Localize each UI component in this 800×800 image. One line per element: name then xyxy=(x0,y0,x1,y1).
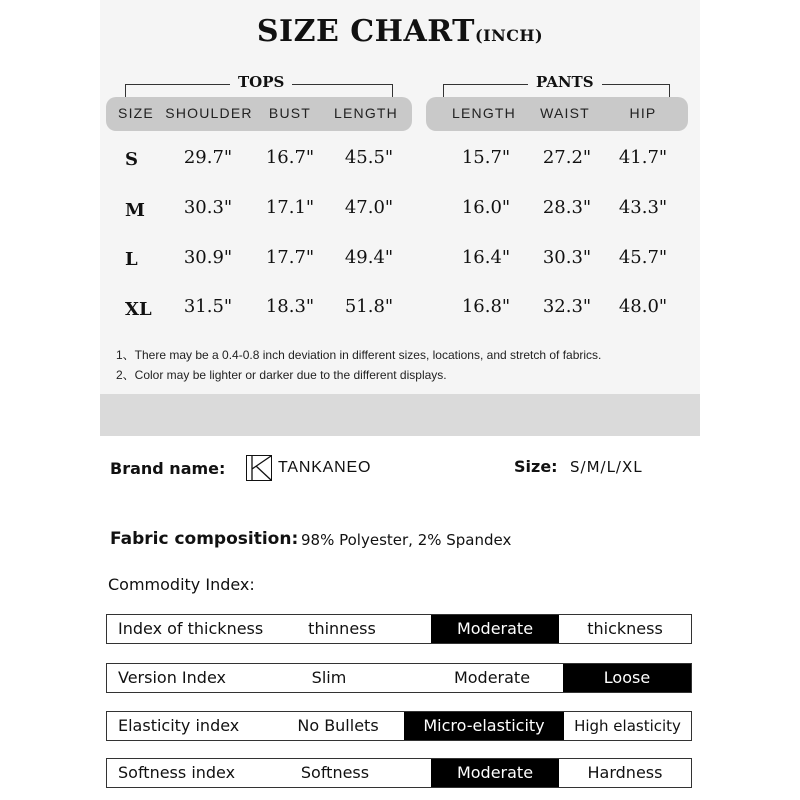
pant-length-cell: 16.4" xyxy=(461,247,511,268)
waist-cell: 28.3" xyxy=(542,197,592,218)
index-option: thinness xyxy=(308,619,376,638)
shoulder-cell: 29.7" xyxy=(183,147,233,168)
index-option-selected: Loose xyxy=(563,664,691,692)
page-title xyxy=(100,14,700,49)
shoulder-cell: 30.9" xyxy=(183,247,233,268)
fabric-value: 98% Polyester, 2% Spandex xyxy=(301,531,512,549)
bust-cell: 17.7" xyxy=(265,247,315,268)
index-option-selected: Moderate xyxy=(431,615,559,643)
top-length-cell: 47.0" xyxy=(344,197,394,218)
index-option: High elasticity xyxy=(574,717,681,735)
header-hip: HIP xyxy=(629,105,657,121)
waist-cell: 30.3" xyxy=(542,247,592,268)
size-value: S/M/L/XL xyxy=(570,458,643,476)
bust-cell: 18.3" xyxy=(265,296,315,317)
hip-cell: 41.7" xyxy=(618,147,668,168)
index-option: thickness xyxy=(587,619,663,638)
index-row-elasticity xyxy=(106,711,692,741)
header-waist: WAIST xyxy=(540,105,590,121)
index-name: Elasticity index xyxy=(118,716,240,735)
index-name: Index of thickness xyxy=(118,619,264,638)
note-deviation: 1、There may be a 0.4-0.8 inch deviation in different sizes, locations, and stretch of fabrics. xyxy=(116,348,602,362)
pant-length-cell: 15.7" xyxy=(461,147,511,168)
index-option: Softness xyxy=(300,763,370,782)
index-name: Softness index xyxy=(118,763,236,782)
index-option-selected: Moderate xyxy=(431,759,559,787)
size-cell: XL xyxy=(125,299,152,320)
hip-cell: 48.0" xyxy=(618,296,668,317)
hip-cell: 43.3" xyxy=(618,197,668,218)
size-cell: M xyxy=(125,200,145,221)
header-pant-length: LENGTH xyxy=(452,105,516,121)
header-shoulder: SHOULDER xyxy=(165,105,253,121)
size-label: Size: xyxy=(514,457,558,476)
top-length-cell: 45.5" xyxy=(344,147,394,168)
brand-label: Brand name: xyxy=(110,459,226,478)
top-length-cell: 49.4" xyxy=(344,247,394,268)
waist-cell: 27.2" xyxy=(542,147,592,168)
index-option: Slim xyxy=(311,668,347,687)
header-size: SIZE xyxy=(118,105,154,121)
commodity-title: Commodity Index: xyxy=(108,575,255,594)
title-main: SIZE CHART xyxy=(256,14,476,49)
waist-cell: 32.3" xyxy=(542,296,592,317)
index-name: Version Index xyxy=(118,668,226,687)
pant-length-cell: 16.8" xyxy=(461,296,511,317)
index-option-selected: Micro-elasticity xyxy=(404,712,564,740)
index-option: Moderate xyxy=(453,668,531,687)
index-option: No Bullets xyxy=(297,716,379,735)
header-bust: BUST xyxy=(268,105,312,121)
shoulder-cell: 31.5" xyxy=(183,296,233,317)
fabric-label: Fabric composition: xyxy=(110,529,299,549)
tankaneo-k-logo-icon xyxy=(246,455,272,481)
pants-group-label: PANTS xyxy=(528,73,602,91)
index-row-version xyxy=(106,663,692,693)
index-option: Hardness xyxy=(587,763,663,782)
bust-cell: 16.7" xyxy=(265,147,315,168)
hip-cell: 45.7" xyxy=(618,247,668,268)
size-cell: S xyxy=(125,149,138,170)
note-color: 2、Color may be lighter or darker due to the different displays. xyxy=(116,368,447,382)
header-top-length: LENGTH xyxy=(334,105,398,121)
size-cell: L xyxy=(125,249,138,270)
tops-group-label: TOPS xyxy=(230,73,292,91)
divider-band xyxy=(100,394,700,436)
index-row-softness xyxy=(106,758,692,788)
top-length-cell: 51.8" xyxy=(344,296,394,317)
shoulder-cell: 30.3" xyxy=(183,197,233,218)
bust-cell: 17.1" xyxy=(265,197,315,218)
brand-name: TANKANEO xyxy=(278,459,372,476)
index-row-thickness xyxy=(106,614,692,644)
title-unit: (INCH) xyxy=(475,26,544,45)
pant-length-cell: 16.0" xyxy=(461,197,511,218)
